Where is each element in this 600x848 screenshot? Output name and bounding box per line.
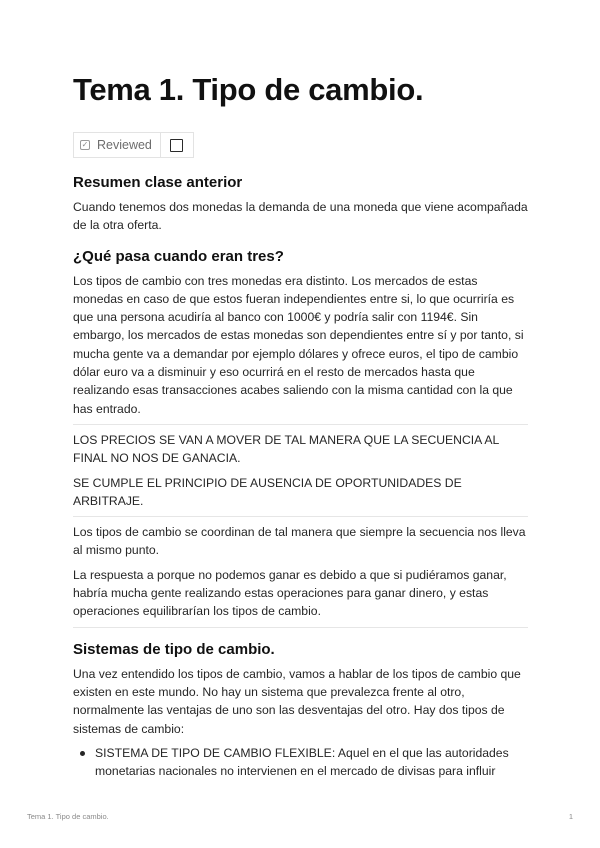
heading-resumen: Resumen clase anterior bbox=[73, 174, 243, 191]
paragraph: Una vez entendido los tipos de cambio, vamos a hablar de los tipos de cambio que existen en este mundo. No hay un sistema que prevalezca frente al otro, normalmente las ventajas de uno son las desventajas del otro. Hay dos tipos de sistemas de cambio: bbox=[73, 666, 521, 736]
footer-title: Tema 1. Tipo de cambio. bbox=[27, 812, 109, 821]
paragraph: SE CUMPLE EL PRINCIPIO DE AUSENCIA DE OPORTUNIDADES DE ARBITRAJE. bbox=[73, 475, 462, 508]
paragraph: Cuando tenemos dos monedas la demanda de una moneda que viene acompañada de la otra oferta. bbox=[73, 200, 528, 233]
page-title: Tema 1. Tipo de cambio. bbox=[73, 72, 424, 107]
property-row bbox=[73, 132, 194, 158]
page-number: 1 bbox=[568, 812, 573, 821]
heading-sistemas: Sistemas de tipo de cambio. bbox=[73, 640, 275, 658]
bullet-list bbox=[73, 744, 528, 781]
property-name: Reviewed bbox=[97, 138, 152, 152]
reviewed-checkbox[interactable] bbox=[170, 139, 183, 152]
paragraph: LOS PRECIOS SE VAN A MOVER DE TAL MANERA QUE LA SECUENCIA AL FINAL NO NOS DE GANACIA. bbox=[73, 432, 499, 466]
property-name-cell bbox=[74, 133, 161, 157]
document-body bbox=[73, 173, 528, 780]
page-footer bbox=[27, 812, 573, 821]
list-item: SISTEMA DE TIPO DE CAMBIO FLEXIBLE: Aquel en el que las autoridades monetarias nacionales no intervienen en el mercado de divisas para influir bbox=[73, 744, 528, 781]
checkbox-property-icon: ✓ bbox=[81, 140, 89, 149]
heading-tres: ¿Qué pasa cuando eran tres? bbox=[73, 247, 284, 265]
paragraph: Los tipos de cambio con tres monedas era distinto. Los mercados de estas monedas en caso de que estos fueran independientes entre si, lo que ocurriría es que una persona acudiría al banco con 1000€ y podría salir con 1194€. Sin embargo, los mercados de estas monedas son dependientes entre sí y por tanto, si mucha gente va a demandar por ejemplo dólares y ofrece euros, el tipo de cambio dólar euro va a disminuir y eso ocurrirá en el resto de mercados hasta que realizando esas transacciones acabes saliendo con la misma cantidad con la que has entrado. bbox=[73, 273, 524, 416]
paragraph: Los tipos de cambio se coordinan de tal manera que siempre la secuencia nos lleva al mismo punto. bbox=[73, 525, 526, 558]
paragraph: La respuesta a porque no podemos ganar es debido a que si pudiéramos ganar, habría mucha gente realizando estas operaciones para ganar dinero, y estas operaciones equilibrarían los tipos de cambio. bbox=[73, 567, 507, 619]
divider bbox=[73, 627, 528, 628]
divider bbox=[73, 424, 528, 425]
divider bbox=[73, 516, 528, 517]
property-value-cell bbox=[161, 133, 193, 157]
